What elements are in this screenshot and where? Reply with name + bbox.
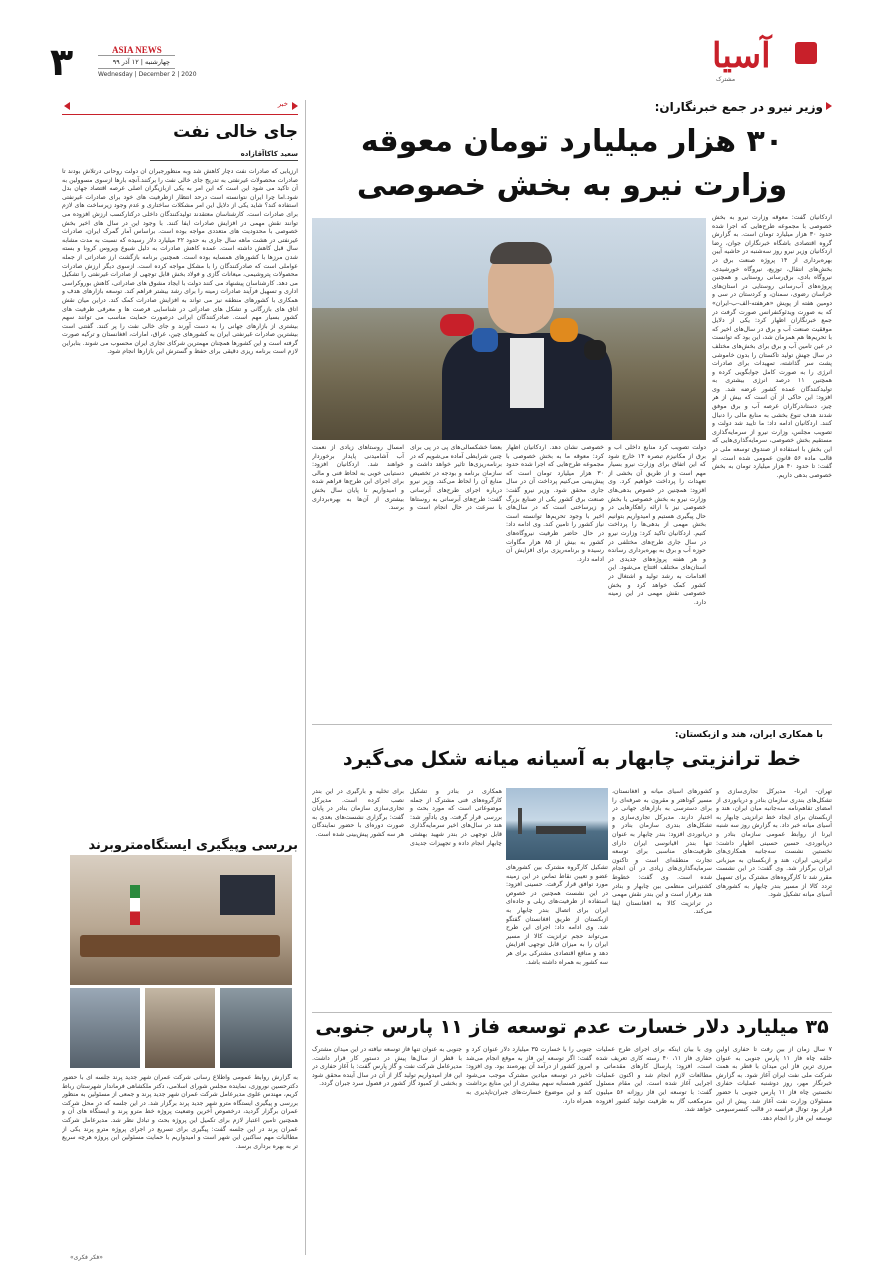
main-headline: ۳۰ هزار میلیارد تومان معوقه وزارت نیرو به بخش خصوصی bbox=[356, 124, 788, 203]
microphone-red bbox=[440, 314, 474, 336]
speaker-shirt bbox=[510, 338, 544, 408]
main-col-1: اردکانیان گفت: معوقه وزارت نیرو به بخش خصوصی با مجموعه طرح‌هایی که اجرا شده حدود ۳۰ هزار میلیارد تومان است. به گزارش گروه اقتصادی باشگاه خبرنگاران جوان، رضا اردکانیان وزیر نیرو روز سه‌شنبه در حاشیه آیین بهره‌برداری از ۱۴ پروژه صنعت برق در بخش‌های انتقال، توزیع، نیروگاه خورشیدی، نیروگاه بادی، برق‌رسانی روستایی و همچنین پروژه‌های آب‌رسانی روستایی در استان‌های خراسان رضوی، سمنان، و کردستان در سی و دومین هفته از پویش «هرهفته-الف-ب-ایران» که به صورت ویدئوکنفرانس صورت گرفت در جمع خبرنگاران اظهار کرد: یکی از دلایل موفقیت صنعت آب و برق در سال‌های اخیر که با تحریم‌ها هم همزمان شد، این بود که توانست در عین تامین آب و برق برای بخش‌های مختلف در سال جهش تولید تاکستان را بدون خاموشی پشت سر گذاشته، تمهیدات برای صادرات انرژی را به صورت کامل جوابگویی کرده و همچنین ۱۱ درصد انرژی بیشتری به تولیدکنندگان عمده کشور عرضه شد. وی افزود: این حاکی از آن است که بیش از هر چیز، دستاندرکاران عرصه آب و برق موفق شدند هدف تنوع بخشی به منابع مالی را دنبال کنند. اردکانیان ادامه داد: ما تایید شد دولت و تصویب مجلس، وزارت نیرو از سرمایه‌گذاری مستقیم بخش خصوصی، سرمایه‌گذاری‌هایی که این بخش با استفاده از صندوق توسعه ملی در قالب ماده ۵۶ قانون عمومی شده است. او گفت: تا حدود ۴۰ هزار میلیارد تومان به بخش خصوصی بدهی داریم. bbox=[712, 214, 832, 479]
article2-col-4: همکاری در بنادر و تشکیل کارگروه‌های فنی مشترک از جمله موضوعاتی است که مورد بحث و بررسی قرار گرفت. وی یادآور شد: هند در سال‌های اخیر سرمایه‌گذاری قابل توجهی در بندر شهید بهشتی چابهار انجام داده و تجهیزات جدیدی برای تخلیه و بارگیری در این بندر نصب کرده است. مدیرکل تجاری‌سازی سازمان بنادر در پایان گفت: برگزاری نشست‌های بعدی به صورت دوره‌ای با حضور نمایندگان هر سه کشور پیش‌بینی شده است. bbox=[312, 788, 502, 847]
main-photo bbox=[312, 218, 706, 440]
article3-col-2: وی با بیان اینکه برای اجرای طرح عملیات حفاری فاز ۱۱، ۴۰ رسته کاری تعریف شده است، افزود: پارسال کارهای مقدماتی و مطالعات لازم انجام شد و اکنون عملیات اجرایی آغاز شده است. این مقام مسئول گفت: با توسعه این فاز روزانه ۵۶ میلیون مترمکعب گاز به ظرفیت تولید کشور افزوده خواهد شد. bbox=[596, 1046, 712, 1114]
port-crane bbox=[518, 808, 522, 834]
article2-kicker: با همکاری ایران، هند و ازبکستان: bbox=[674, 730, 823, 740]
article2-headline: خط ترانزیتی چابهار به آسیانه میانه شکل می‌گیرد bbox=[342, 748, 802, 770]
issue-date-en: Wednesday | December 2 | 2020 bbox=[98, 71, 197, 78]
meeting-screen bbox=[220, 875, 275, 915]
article-separator-1 bbox=[312, 724, 832, 725]
report-title: بررسی وپیگیری ایستگاه‌متروبرند bbox=[88, 838, 298, 853]
logo: آسیا bbox=[712, 36, 771, 76]
article2-col-3: تشکیل کارگروه مشترک بین کشورهای عضو و تعیین نقاط تماس در این زمینه مورد توافق قرار گرفت. حسینی افزود: در این نشست همچنین در خصوص استفاده از ظرفیت‌های ریلی و جاده‌ای ایران برای اتصال بندر چابهار به ازبکستان از طریق افغانستان گفتگو شد. وی ادامه داد: اجرای این طرح می‌تواند حجم ترانزیت کالا از مسیر ایران را به میزان قابل توجهی افزایش دهد و منافع اقتصادی مشترکی برای هر سه کشور به همراه داشته باشد. bbox=[506, 864, 608, 966]
main-col-2: دولت تصویب کرد منابع داخلی آب و برق از مکانیزم تبصره ۱۴ خارج شود که این اتفاق برای وزارت نیرو بسیار مهم است و از طریق آن بخشی از تعهدات را پرداخت خواهیم کرد. وی افزود: همچنین در خصوص بدهی‌های وزارت نیرو به بخش خصوصی یا بخش خصوصی نیز با ارائه راهکارهایی در حال پیگیری هستیم و امیدواریم بتوانیم بخش مهمی از بدهی‌ها را پرداخت کنیم. اردکانیان تاکید کرد: وزارت نیرو در سال جاری طرح‌های مختلفی در حوزه آب و برق به بهره‌برداری رسانده و هر هفته پروژه‌های جدیدی در استان‌های مختلف افتتاح می‌شود. این اقدامات به رشد تولید و اشتغال در کشور کمک خواهد کرد و بخش خصوصی نقش مهمی در این زمینه دارد. bbox=[608, 444, 706, 606]
main-col-4: بعضا خشکسالی‌های پی در پی برای چنین شرایطی آماده می‌شویم که در برنامه‌ریزی‌ها تاثیر خواهد داشت و سازمان برنامه و بودجه در تخصیص منابع آن را لحاظ می‌کند. وزیر نیرو درباره اجرای طرح‌های آبرسانی گفت: طرح‌های آبرسانی به روستاها با سرعت در حال انجام است و امسال روستاهای زیادی از نعمت آب آشامیدنی پایدار برخوردار خواهند شد. اردکانیان افزود: دستیابی خوبی به لحاظ فنی و مالی برای اجرای این طرح‌ها فراهم شده و امیدواریم تا پایان سال بخش بیشتری از آن‌ها به بهره‌برداری برسد. bbox=[312, 444, 502, 512]
article3-headline: ۳۵ میلیارد دلار خسارت عدم توسعه فاز ۱۱ پارس جنوبی bbox=[315, 1016, 829, 1038]
flag-icon bbox=[130, 885, 140, 925]
report-photo-main bbox=[70, 855, 292, 985]
main-kicker: وزیر نیرو در جمع خبرنگاران: bbox=[654, 100, 823, 114]
issue-date-fa: چهارشنبه | ۱۲ آذر ۹۹ bbox=[112, 58, 170, 66]
arrow-right-icon bbox=[292, 102, 298, 110]
logo-mark bbox=[795, 42, 817, 64]
logo-sub: مشترک bbox=[716, 76, 736, 83]
article-separator-2 bbox=[312, 1012, 832, 1013]
report-body: به گزارش روابط عمومی واطلاع رسانی شرکت عمران شهر جدید پرند جلسه ای با حضور دکترحسین نوروزی، نماینده مجلس شورای اسلامی، دکتر ملکشاهی فرماندار شهرستان رباط کریم، مهندس علوی مدیرعامل شرکت عمران شهر جدید پرند و جمعی از مسئولین به منظور بررسی و پیگیری ایستگاه مترو شهر جدید پرند برگزار شد. در این جلسه که در محل شرکت عمران برگزار گردید، درخصوص آخرین وضعیت پروژه خط مترو پرند و ایستگاه های آن و همچنین تامین اعتبار لازم برای تکمیل این پروژه بحث و تبادل نظر شد. مدیرعامل شرکت عمران پرند در این جلسه گفت: پیگیری برای تسریع در اجرای پروژه مترو پرند یکی از مطالبات مهم ساکنین این شهر است و امیدواریم با حمایت مسئولین این پروژه هرچه سریع تر به بهره برداری برسد. bbox=[62, 1074, 298, 1150]
paper-name-en: ASIA NEWS bbox=[112, 45, 162, 55]
speaker-hair bbox=[490, 242, 552, 264]
main-col-3: خصوصی نشان دهد. اردکانیان اظهار کرد: معوقه ما به بخش خصوصی با مجموعه طرح‌هایی که اجرا شده حدود ۳۰ هزار میلیارد تومان است که پیش‌بینی می‌کنیم پرداخت آن در سال جاری محقق شود. وزیر نیرو گفت: صنعت برق کشور یکی از صنایع بزرگ و زیرساختی است که در سال‌های اخیر با وجود تحریم‌ها توانسته است نیاز کشور را تامین کند. وی ادامه داد: در حال حاضر ظرفیت نیروگاه‌های کشور به بیش از ۸۵ هزار مگاوات رسیده و برنامه‌ریزی برای افزایش آن ادامه دارد. bbox=[506, 444, 604, 563]
masthead-divider-2 bbox=[98, 68, 175, 69]
footer-mark: «فکر فکری» bbox=[70, 1254, 103, 1261]
article2-col-1: تهران- ایرنا- مدیرکل تجاری‌سازی و تشکل‌های بندری سازمان بنادر و دریانوردی از امضای تفاهم‌نامه سه‌جانبه میان ایران، هند و ازبکستان برای ایجاد خط ترانزیتی چابهار به آسیای میانه خبر داد. به گزارش روز سه شنبه ایرنا از روابط عمومی سازمان بنادر و دریانوردی، حسین حسینی اظهار داشت: نخستین نشست سه‌جانبه همکاری‌های ترانزیتی ایران، هند و ازبکستان به میزبانی ایران برگزار شد. وی گفت: در این نشست مقرر شد تا کارگروه‌های مشترک برای تسهیل تردد کالا از مسیر بندر چابهار به کشورهای آسیای میانه تشکیل شود. bbox=[716, 788, 832, 899]
microphone-blue bbox=[472, 328, 498, 352]
report-photo-left bbox=[70, 988, 140, 1068]
article3-col-4: جنوبی به عنوان تنها فاز توسعه نیافته در این میدان مشترک با قطر از سال‌ها پیش در دستور کار قرار داشت. مدیرعامل شرکت نفت و گاز پارس گفت: با آغاز حفاری در این فاز امیدواریم تولید گاز از آن در سال آینده محقق شود و بخشی از کمبود گاز کشور در فصول سرد جبران گردد. bbox=[312, 1046, 462, 1088]
opinion-body: ارزیابی که صادرات نفت دچار کاهش شد وبه منظورجبران آن دولت روحانی درتلاش بودند تا صادرات محصولات غیرنفتی به تدریج جای خالی نفت را برکنند.آنچه بارها ازسوی مسوولین به آن تاکید می شود این است که این امر به یکی ازبازیگران اصلی عرصه اقتصاد جهان بدل شود.اما چرا ایران نتوانسته است درحد انتظار ازظرفیت های خود برای صادرات غیرنفتی استفاده کند؟ شاید یکی از دلایل این امر مشکلات ساختاری و عدم وجود زیرساخت های لازم برای صادرات است. کارشناسان معتقدند تولیدکنندگان داخلی درکنارکسب ارزش افزوده می توانند نقش مهمی در افزایش صادرات ایفا کنند. با وجود این در سال های اخیر بخش خصوصی با محدودیت های متعددی مواجه بوده است. براساس آمار گمرک ایران، صادرات غیرنفتی در هشت ماهه سال جاری به حدود ۲۲ میلیارد دلار رسیده که نسبت به مدت مشابه سال قبل کاهش داشته است. عمده کاهش صادرات به دلیل شیوع ویروس کرونا و بسته شدن مرزها با کشورهای همسایه بوده است. همچنین برنامه بازگشت ارز صادراتی از جمله عواملی است که صادرکنندگان را با مشکل مواجه کرده است. ازسوی دیگر ارزش صادرات محصولات پتروشیمی، میعانات گازی و فولاد بخش قابل توجهی از صادرات غیرنفتی را تشکیل می دهد. کارشناسان پیشنهاد می کنند دولت با ایجاد مشوق های صادراتی، کاهش بوروکراسی اداری و تسهیل فرآیند صادرات زمینه را برای رشد بیشتر فراهم کند. توسعه بازارهای هدف و همکاری با کشورهای منطقه نیز می تواند به افزایش صادرات کمک کند. دراین میان نقش اتاق های بازرگانی و تشکل های صادراتی در شناسایی فرصت ها و معرفی ظرفیت های کشور بسیار مهم است. صادرکنندگان ایرانی درصورت حمایت مناسب می توانند سهم بیشتری از بازارهای جهانی را به دست آورند و جای خالی نفت را پر کنند. گفتنی است بیشترین صادرات غیرنفتی ایران به کشورهای چین، عراق، امارات، افغانستان و ترکیه صورت گرفته است و این کشورها همچنان مهمترین شرکای تجاری ایران محسوب می شوند. بنابراین لازم است برنامه ریزی دقیقی برای حفظ و گسترش این بازارها انجام شود. bbox=[62, 168, 298, 356]
masthead bbox=[0, 0, 895, 98]
author-rule bbox=[150, 160, 298, 161]
cargo-ship bbox=[536, 826, 586, 834]
article3-col-1: ۷ سال زمان از بین رفت تا حفاری اولین حلقه چاه فاز ۱۱ پارس جنوبی به عنوان مرزی ترین فاز این میدان با قطر به همت شرکت ملی نفت ایران آغاز شود. به گزارش خبرنگار مهر، روز دوشنبه عملیات حفاری نخستین چاه فاز ۱۱ پارس جنوبی با حضور مسئولان وزارت نفت آغاز شد. پیش از این قرار بود توتال فرانسه در قالب کنسرسیومی توسعه این فاز را انجام دهد. bbox=[716, 1046, 832, 1122]
article3-col-3: جنوبی را با خسارت ۳۵ میلیارد دلار عنوان کرد و گفت: اگر توسعه این فاز به موقع انجام می‌شد امروز کشور از درآمد آن بهره‌مند بود. وی افزود: تاخیر در توسعه میادین مشترک موجب می‌شود کشور همسایه سهم بیشتری از این منابع برداشت کند و این موضوع خسارت‌های جبران‌ناپذیری به همراه دارد. bbox=[466, 1046, 592, 1105]
article2-col-2: کشورهای آسیای میانه و افغانستان، مسیر کوتاهتر و مقرون به صرفه‌ای را برای دسترسی به بازارهای جهانی در اختیار دارند. مدیرکل تجاری‌سازی و تشکل‌های بندری سازمان بنادر و دریانوردی افزود: بندر چابهار به عنوان تنها بندر اقیانوسی ایران دارای ظرفیت‌های مناسبی برای توسعه تجارت منطقه‌ای است و تاکنون سرمایه‌گذاری‌های زیادی در آن انجام شده است. وی گفت: خطوط کشتیرانی منظمی بین چابهار و بنادر هند برقرار است و این بندر نقش مهمی در ترانزیت کالا به افغانستان ایفا می‌کند. bbox=[612, 788, 712, 916]
report-photo-right bbox=[220, 988, 292, 1068]
arrow-left-icon bbox=[64, 102, 70, 110]
section-label: خبر bbox=[277, 100, 288, 108]
sidebar-top-rule bbox=[62, 114, 298, 115]
masthead-divider bbox=[98, 55, 175, 56]
sidebar-section-bar bbox=[62, 100, 298, 112]
opinion-title: جای خالی نفت bbox=[173, 122, 298, 142]
column-separator bbox=[305, 100, 306, 1255]
microphone-orange bbox=[550, 318, 578, 342]
opinion-author: سعید کاکاآقازاده bbox=[240, 150, 298, 158]
report-photo-center bbox=[145, 988, 215, 1068]
conference-table bbox=[80, 935, 280, 957]
arrow-right-icon bbox=[826, 102, 832, 110]
microphone-dark bbox=[584, 340, 606, 360]
article2-photo bbox=[506, 788, 608, 860]
page-number: ۳ bbox=[50, 40, 74, 84]
